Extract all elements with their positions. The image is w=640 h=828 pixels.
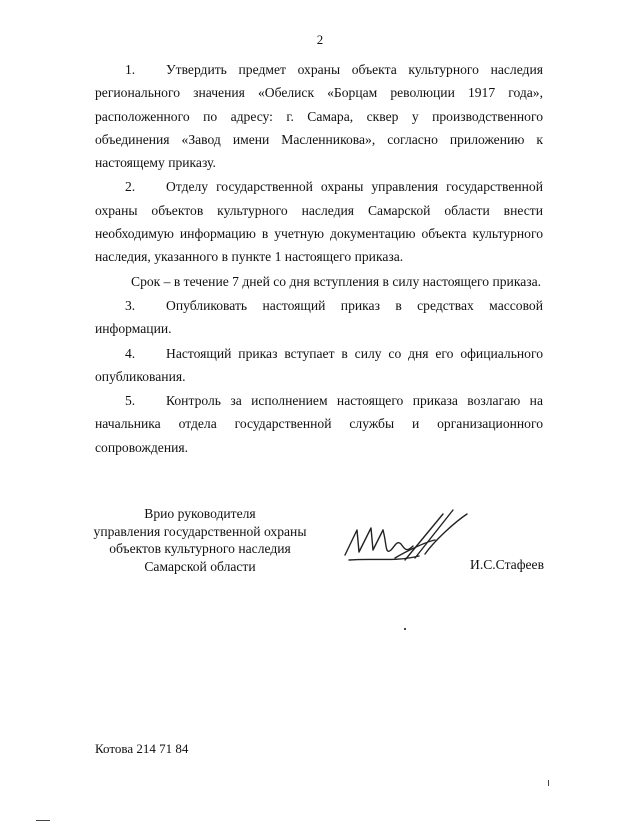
- paragraph-3: [95, 294, 543, 341]
- signer-line-3: объектов культурного наследия: [109, 541, 291, 556]
- paragraph-text: Утвердить предмет охраны объекта культурного наследия регионального значения «Обелиск «Борцам революции 1917 года», расположенного по адресу: г. Самара, сквер у производственного объединения «Завод имени Масленникова», согласно приложению к настоящему приказу.: [95, 62, 543, 171]
- paragraph-number: 1.: [125, 62, 136, 77]
- scan-mark: [36, 820, 50, 821]
- paragraph-text: Контроль за исполнением настоящего приказа возлагаю на начальника отдела государственной службы и организационного сопровождения.: [95, 393, 543, 455]
- signer-line-4: Самарской области: [144, 558, 256, 574]
- signer-name: И.С.Стафеев: [470, 557, 545, 572]
- paragraph-number: 3.: [125, 297, 136, 313]
- document-body: [95, 58, 543, 460]
- paragraph-number: 2.: [125, 179, 136, 195]
- paragraph-number: 4.: [125, 345, 136, 361]
- paragraph-deadline: [95, 270, 543, 293]
- paragraph-text: Срок – в течение 7 дней со дня вступления в силу настоящего приказа.: [131, 273, 542, 289]
- signer-line-2: управления государственной охраны: [93, 523, 307, 539]
- paragraph-text: Опубликовать настоящий приказ в средствах массовой информации.: [95, 297, 543, 337]
- signer-line-1: Врио руководителя: [144, 506, 256, 521]
- paragraph-5: [95, 389, 543, 459]
- paragraph-1: [95, 58, 543, 174]
- paragraph-number: 5.: [125, 393, 136, 409]
- scan-mark: [404, 628, 406, 630]
- scan-mark: [548, 780, 549, 786]
- executor-contact: Котова 214 71 84: [95, 741, 189, 756]
- handwritten-signature: [335, 500, 475, 580]
- paragraph-text: Настоящий приказ вступает в силу со дня его официального опубликования.: [95, 345, 543, 384]
- paragraph-2: [95, 175, 543, 268]
- page-number: 2: [316, 32, 324, 47]
- paragraph-text: Отделу государственной охраны управления государственной охраны объектов культурного наследия Самарской области внести необходимую информацию в учетную документацию объекта культурного наследия, указанного в пункте 1 настоящего приказа.: [95, 179, 543, 265]
- signer-position: [90, 505, 310, 575]
- paragraph-4: [95, 342, 543, 389]
